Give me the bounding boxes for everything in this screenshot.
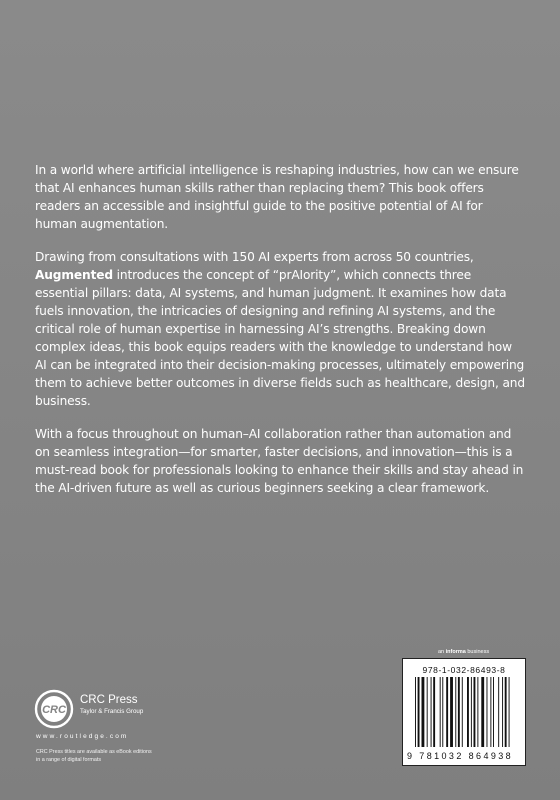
- book-title-inline: Augmented: [35, 268, 113, 282]
- blurb-p2-rest: introduces the concept of “prAIority”, which connects three essential pillars: data, AI systems, and human judgment. It examines how data fuels innovation, the intricacies of designing and refining AI systems, and the critical role of human expertise in harnessing AI’s strengths. Breaking down complex ideas, this book equips readers with the knowledge to understand how AI can be integrated into their decision-making processes, ultimately empowering them to achieve better outcomes in diverse fields such as healthcare, design, and business.: [35, 268, 525, 408]
- barcode-bar: [422, 677, 425, 747]
- isbn-number-top: 978-1-032-86493-8: [422, 665, 506, 675]
- isbn-barcode: [402, 658, 526, 766]
- barcode-bar: [502, 677, 503, 747]
- barcode-bars: [415, 677, 515, 747]
- barcode-bar: [505, 677, 507, 747]
- barcode-bar: [498, 677, 499, 747]
- isbn-digits: 9 781032 864938: [407, 751, 514, 761]
- informa-prefix: an: [438, 649, 446, 655]
- barcode-bar: [467, 677, 469, 747]
- back-cover-blurb: [35, 161, 527, 512]
- blurb-paragraph-2: [35, 248, 527, 410]
- informa-tagline: [438, 649, 489, 655]
- informa-suffix: business: [465, 649, 490, 655]
- crc-logo-text: CRC: [42, 704, 66, 716]
- barcode-bar: [462, 677, 463, 747]
- barcode-bar: [458, 677, 460, 747]
- barcode-bar: [477, 677, 478, 747]
- publisher-website: www.routledge.com: [36, 733, 129, 740]
- barcode-bar: [490, 677, 491, 747]
- isbn-number-bottom: [406, 751, 524, 761]
- blurb-paragraph-1: In a world where artificial intelligence is reshaping industries, how can we ensure that AI enhances human skills rather than replacing them? This book offers readers an accessible and insightful guide to the positive potential of AI for human augmentation.: [35, 163, 519, 231]
- informa-brand: informa: [445, 649, 466, 655]
- barcode-bar: [509, 677, 510, 747]
- barcode-bar: [493, 677, 494, 747]
- barcode-bar: [446, 677, 448, 747]
- barcode-bar: [442, 677, 443, 747]
- barcode-bar: [418, 677, 420, 747]
- barcode-bar: [471, 677, 472, 747]
- barcode-bar: [487, 677, 488, 747]
- barcode-bar: [431, 677, 432, 747]
- publisher-block: [80, 694, 143, 716]
- crc-press-logo-icon: [34, 689, 74, 729]
- ebook-note: [36, 748, 152, 764]
- ebook-note-line-1: CRC Press titles are available as eBook editions: [36, 749, 152, 755]
- barcode-bar: [481, 677, 484, 747]
- publisher-group: Taylor & Francis Group: [80, 708, 144, 715]
- barcode-bar: [450, 677, 453, 747]
- publisher-name: CRC Press: [80, 694, 138, 706]
- barcode-bar: [474, 677, 476, 747]
- blurb-paragraph-3: With a focus throughout on human–AI collaboration rather than automation and on seamless integration—for smarter, faster decisions, and innovation—this is a must-read book for professionals looking to enhance their skills and stay ahead in the AI-driven future as well as curious beginners seeking a clear framework.: [35, 427, 524, 495]
- blurb-p2-start: Drawing from consultations with 150 AI experts from across 50 countries,: [35, 250, 474, 264]
- barcode-bar: [455, 677, 456, 747]
- barcode-bar: [433, 677, 435, 747]
- barcode-bar: [415, 677, 416, 747]
- barcode-bar: [440, 677, 441, 747]
- ebook-note-line-2: in a range of digital formats: [36, 757, 102, 763]
- barcode-bar: [427, 677, 428, 747]
